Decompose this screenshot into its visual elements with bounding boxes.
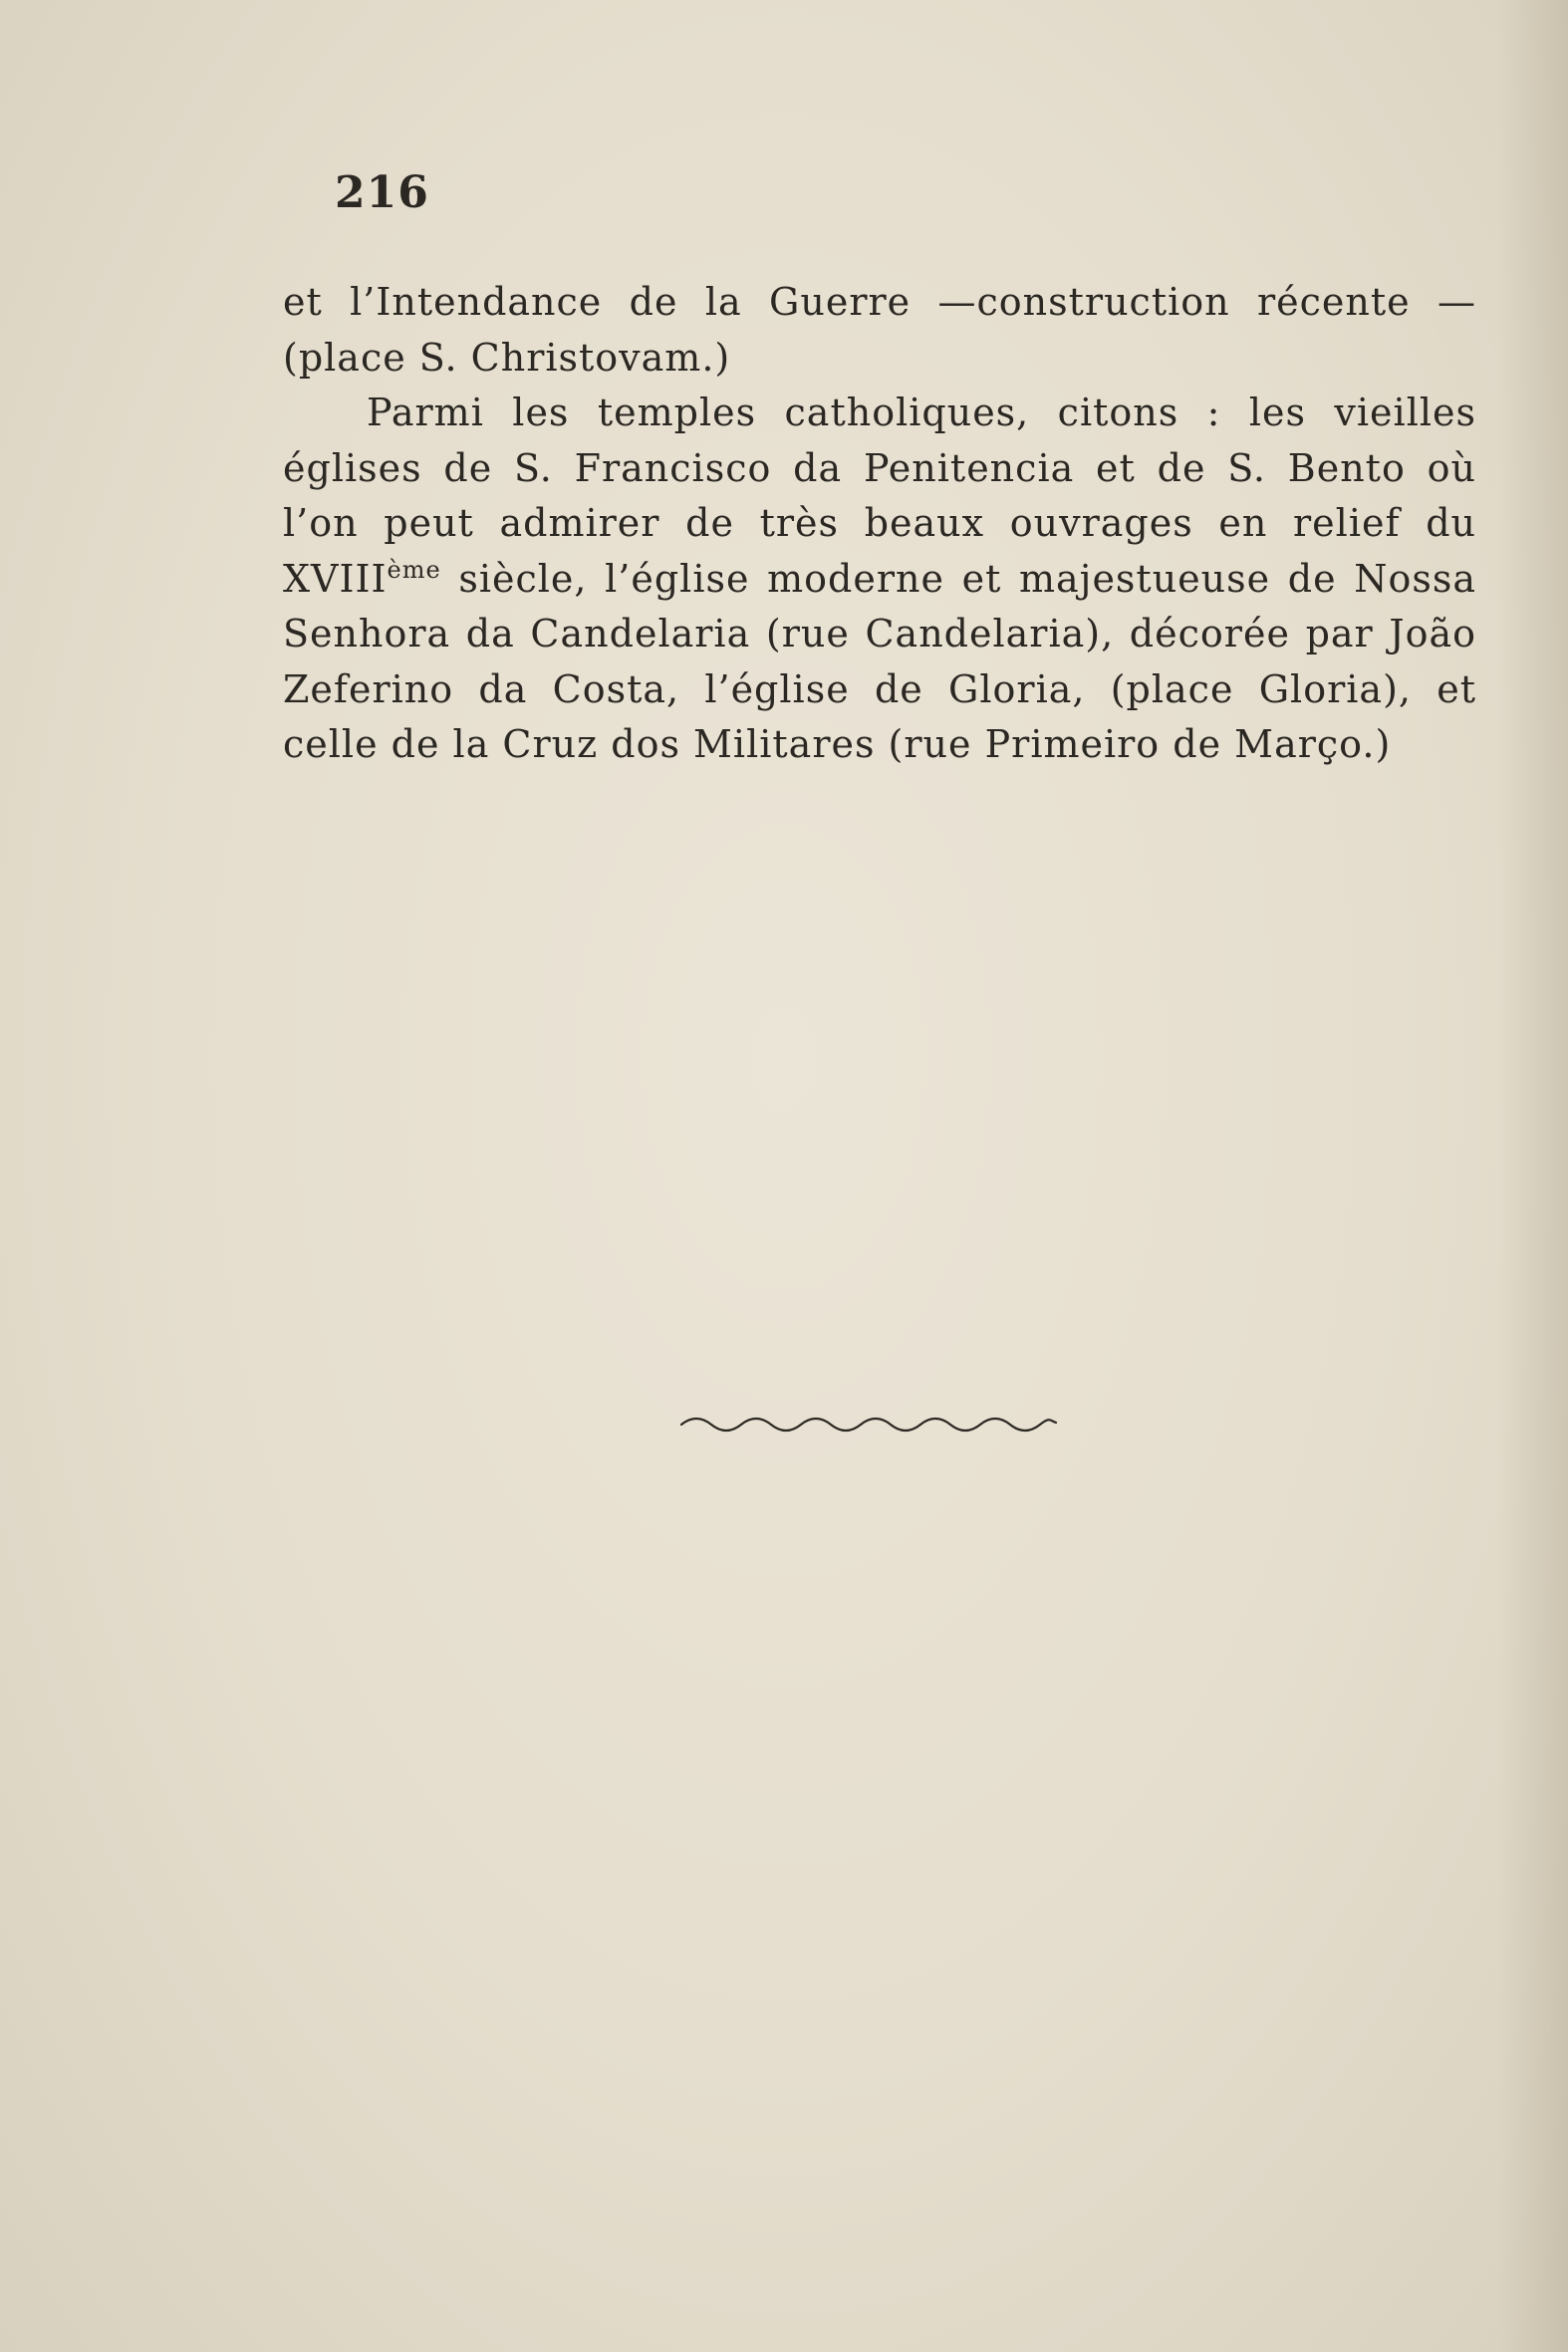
body-text xyxy=(283,275,1476,773)
wavy-rule-ornament xyxy=(679,1413,1058,1435)
century-superscript: ème xyxy=(387,555,441,584)
page-number: 216 xyxy=(335,167,429,218)
paragraph-churches-part2: siècle, l’église moderne et majestueuse de Nossa Senhora da Candelaria (rue Candelaria), décorée par João Zeferino da Costa, l’église de Gloria, (place Gloria), et celle de la Cruz dos Militares (rue Primeiro de Março.) xyxy=(283,556,1476,766)
paragraph-churches xyxy=(283,386,1476,773)
paragraph-continuation: et l’Intendance de la Guerre —construction récente —(place S. Christovam.) xyxy=(283,280,1476,380)
page-edge-shadow xyxy=(1498,0,1568,2352)
paragraph-churches-part1: Parmi les temples catholiques, citons : les vieilles églises de S. Francisco da Penitencia et de S. Bento où l’on peut admirer de très beaux ouvrages en relief du XVIII xyxy=(283,391,1476,601)
